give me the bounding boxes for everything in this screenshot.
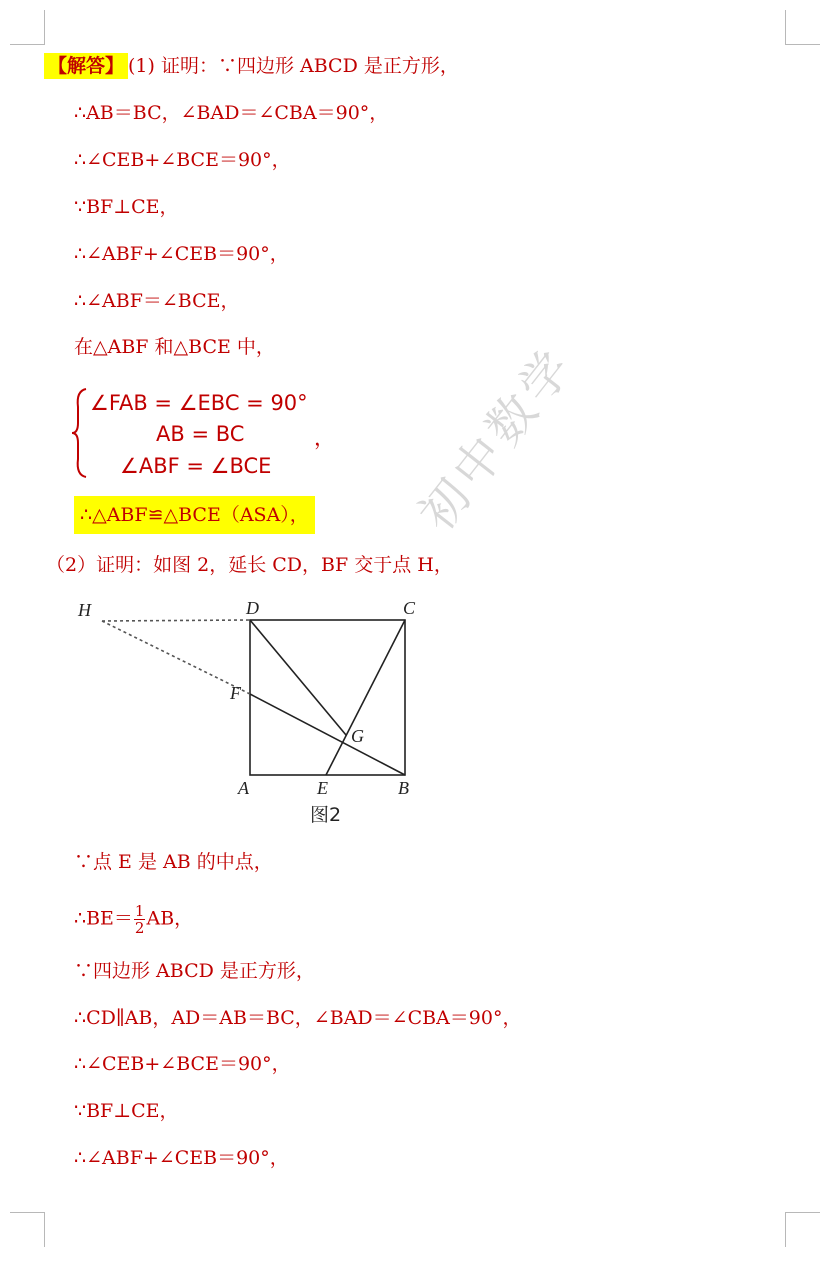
- square-diagram: [60, 590, 440, 800]
- part2-line-2-suffix: AB，: [146, 907, 194, 930]
- system-row-1: ∠FAB = ∠EBC = 90°: [90, 391, 308, 415]
- fraction-one-half: [134, 903, 146, 936]
- figure-caption: 图2: [310, 804, 342, 826]
- part2-line-1: ∵点 E 是 AB 的中点，: [74, 851, 273, 873]
- segment-ce: [326, 620, 405, 775]
- point-label-d: D: [246, 598, 259, 618]
- part2-line-6: ∵BF⊥CE，: [74, 1100, 179, 1122]
- dotted-line-hf: [102, 621, 250, 694]
- part2-line-4: ∴CD∥AB，AD＝AB＝BC，∠BAD＝∠CBA＝90°，: [74, 1007, 522, 1029]
- segment-dg: [250, 620, 346, 735]
- part2-line-7: ∴∠ABF+∠CEB＝90°，: [74, 1147, 289, 1169]
- answer-header-label: 【解答】: [44, 53, 128, 79]
- part1-line-5: ∴∠ABF+∠CEB＝90°，: [74, 243, 289, 265]
- part2-line-2-prefix: ∴BE＝: [74, 907, 133, 930]
- watermark: 初中数学: [408, 336, 586, 542]
- fraction-numerator: 1: [134, 902, 145, 920]
- page-corner-mark-top-right: [785, 10, 820, 45]
- point-label-g: G: [351, 726, 364, 746]
- page-corner-mark-top-left: [10, 10, 45, 45]
- part2-intro: （2）证明：如图 2，延长 CD，BF 交于点 H，: [46, 554, 453, 576]
- part1-line-1-text: (1) 证明：∵四边形 ABCD 是正方形，: [128, 55, 459, 77]
- part1-conclusion-text: ∴△ABF≌△BCE（ASA），: [74, 496, 315, 534]
- page-corner-mark-bottom-left: [10, 1212, 45, 1247]
- point-label-b: B: [398, 778, 409, 798]
- left-brace-icon: [70, 387, 90, 479]
- part1-line-1: [44, 53, 459, 79]
- page-corner-mark-bottom-right: [785, 1212, 820, 1247]
- part2-line-5: ∴∠CEB+∠BCE＝90°，: [74, 1053, 291, 1075]
- part1-line-6: ∴∠ABF＝∠BCE，: [74, 290, 240, 312]
- system-row-3: ∠ABF = ∠BCE: [120, 454, 272, 478]
- geometry-figure-2: [60, 590, 440, 804]
- point-label-h: H: [78, 600, 91, 620]
- part2-line-3: ∵四边形 ABCD 是正方形，: [74, 960, 315, 982]
- dotted-line-hd: [102, 620, 250, 621]
- fraction-denominator: 2: [134, 919, 145, 937]
- part1-line-4: ∵BF⊥CE，: [74, 196, 179, 218]
- equation-system: [70, 387, 340, 479]
- point-label-a: A: [238, 778, 249, 798]
- part1-line-7: 在△ABF 和△BCE 中，: [74, 336, 275, 358]
- part1-conclusion: [70, 494, 321, 534]
- point-label-c: C: [403, 598, 416, 618]
- system-comma: ，: [314, 426, 335, 450]
- system-row-2: AB = BC: [156, 422, 245, 446]
- part1-line-2: ∴AB＝BC，∠BAD＝∠CBA＝90°，: [74, 102, 389, 124]
- square-abcd: [250, 620, 405, 775]
- part1-line-3: ∴∠CEB+∠BCE＝90°，: [74, 149, 291, 171]
- segment-fb: [250, 694, 405, 775]
- point-label-f: F: [230, 683, 241, 703]
- point-label-e: E: [317, 778, 328, 798]
- part2-line-2: [74, 903, 193, 936]
